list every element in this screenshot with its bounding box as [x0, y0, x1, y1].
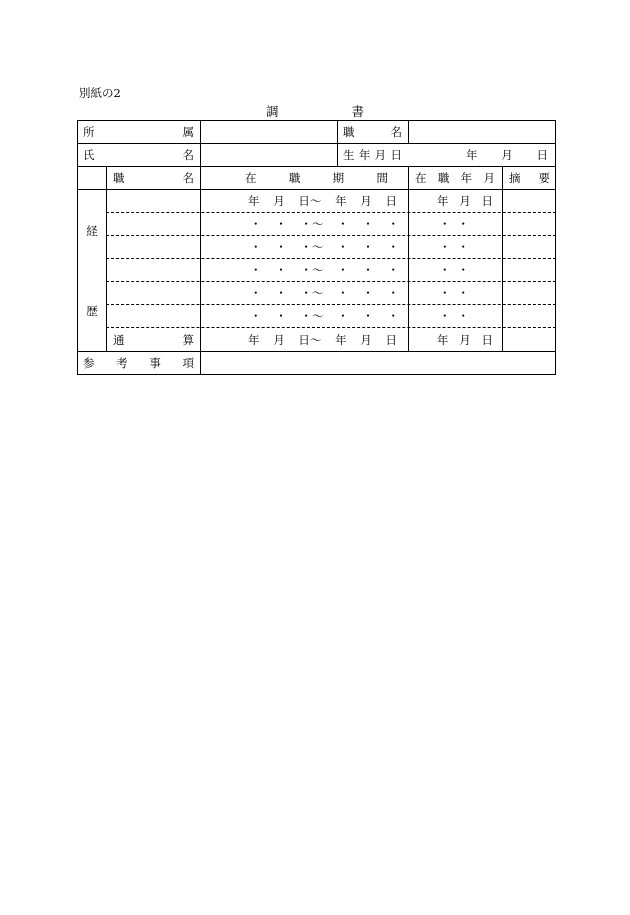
name-label: 氏 名 [83, 148, 194, 162]
table-rule [77, 120, 78, 375]
tenure-row: ・ ・ [439, 263, 469, 277]
job-title-header: 職 名 [113, 171, 194, 185]
tenure-row: ・ ・ [439, 240, 469, 254]
summary-header: 摘 要 [509, 171, 550, 185]
affiliation-value[interactable] [201, 121, 337, 143]
position-value[interactable] [409, 121, 555, 143]
period-row: ・ ・ ・〜 ・ ・ ・ [250, 263, 399, 277]
career-side-label: 経 [86, 224, 98, 238]
table-rule [106, 166, 107, 351]
document-title [200, 102, 430, 119]
total-period: 年 月 日〜 年 月 日 [248, 332, 397, 347]
tenure-row: ・ ・ [439, 286, 469, 300]
birthdate-label: 生 年 月 日 [343, 148, 402, 162]
table-rule [77, 374, 556, 375]
tenure-header: 在 職 年 月 [415, 171, 495, 185]
table-rule [502, 166, 503, 351]
period-row: ・ ・ ・〜 ・ ・ ・ [250, 240, 399, 254]
period-row: ・ ・ ・〜 ・ ・ ・ [250, 217, 399, 231]
table-rule [555, 120, 556, 375]
notes-label: 参 考 事 項 [83, 356, 194, 370]
tenure-row: ・ ・ [439, 309, 469, 323]
period-row: ・ ・ ・〜 ・ ・ ・ [250, 309, 399, 323]
career-side-label: 歴 [86, 304, 98, 318]
title-char: 調 [266, 104, 279, 119]
annex-label: 別紙の2 [79, 86, 121, 100]
position-label: 職 名 [343, 125, 402, 139]
total-tenure: 年 月 日 [437, 332, 493, 347]
period-header: 在 職 期 間 [245, 171, 388, 185]
name-value[interactable] [201, 144, 337, 166]
tenure-row: 年 月 日 [437, 194, 493, 208]
affiliation-label: 所 属 [83, 125, 194, 139]
total-label: 通 算 [113, 332, 194, 347]
period-row: ・ ・ ・〜 ・ ・ ・ [250, 286, 399, 300]
tenure-row: ・ ・ [439, 217, 469, 231]
table-rule [408, 166, 409, 351]
table-rule [337, 120, 338, 166]
period-row: 年 月 日〜 年 月 日 [248, 194, 397, 208]
title-char: 書 [351, 104, 364, 119]
birthdate-value[interactable]: 年 月 日 [466, 148, 548, 162]
notes-value[interactable] [201, 352, 555, 374]
